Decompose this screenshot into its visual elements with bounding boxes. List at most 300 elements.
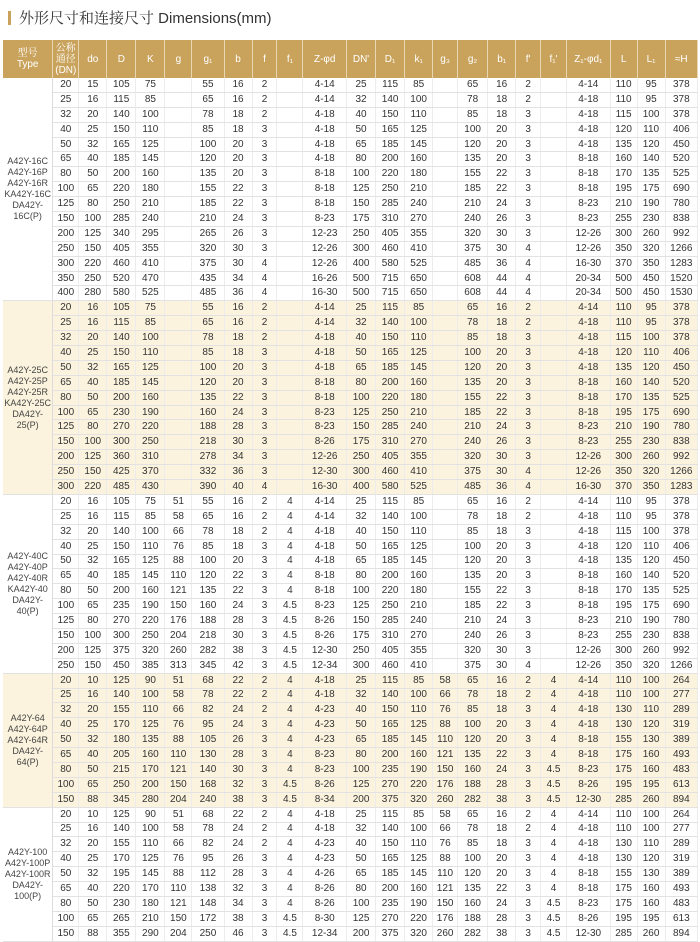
cell-g3 [433,614,458,629]
cell-L1: 135 [637,584,665,599]
cell-g3 [433,212,458,227]
cell-k1: 270 [405,212,433,227]
cell-zd: 8-18 [303,584,347,599]
cell-dn: 125 [53,197,79,212]
cell-g2: 282 [458,792,488,807]
cell-z1: 8-23 [567,896,611,911]
cell-b1: 38 [488,926,516,941]
cell-b: 22 [224,584,252,599]
cell-g2: 155 [458,390,488,405]
cell-b: 22 [224,569,252,584]
cell-g: 204 [165,926,192,941]
cell-f1: 4.5 [277,777,303,792]
cell-g3 [433,316,458,331]
cell-b1: 26 [488,628,516,643]
cell-L: 130 [610,837,637,852]
table-row [3,360,698,375]
cell-b: 16 [224,316,252,331]
cell-f1: 4 [277,748,303,763]
cell-g1: 168 [192,777,224,792]
cell-K: 190 [136,599,165,614]
cell-H: 520 [665,152,697,167]
cell-zd: 12-26 [303,450,347,465]
cell-b: 24 [224,718,252,733]
cell-fp: 4 [516,465,541,480]
cell-do: 16 [79,688,107,703]
cell-D: 270 [107,420,136,435]
cell-g3 [433,167,458,182]
cell-zd: 8-26 [303,777,347,792]
cell-g3 [433,509,458,524]
cell-dn: 150 [53,212,79,227]
cell-K: 125 [136,718,165,733]
cell-fp1 [541,241,567,256]
cell-fp: 2 [516,822,541,837]
cell-H: 520 [665,569,697,584]
cell-g3 [433,554,458,569]
cell-f: 3 [252,241,277,256]
cell-k1: 100 [405,316,433,331]
cell-f1 [277,331,303,346]
cell-f1: 4 [277,688,303,703]
cell-L: 110 [610,92,637,107]
cell-fp: 3 [516,107,541,122]
cell-dn: 20 [53,301,79,316]
cell-fp1 [541,152,567,167]
cell-H: 406 [665,539,697,554]
cell-g1: 78 [192,524,224,539]
cell-dn: 80 [53,390,79,405]
cell-g1: 160 [192,405,224,420]
cell-g [165,301,192,316]
cell-D1: 150 [376,331,405,346]
cell-b: 16 [224,509,252,524]
cell-fp: 3 [516,643,541,658]
table-row [3,435,698,450]
cell-fp1 [541,435,567,450]
cell-g [165,182,192,197]
cell-b1: 22 [488,748,516,763]
type-line: A42Y-40P [7,561,48,572]
cell-D1: 405 [376,643,405,658]
cell-fp: 3 [516,375,541,390]
cell-f1: 4 [277,822,303,837]
cell-dn2: 50 [347,346,376,361]
cell-zd: 4-14 [303,92,347,107]
cell-k1: 180 [405,584,433,599]
cell-D: 220 [107,882,136,897]
cell-g3 [433,375,458,390]
cell-g [165,390,192,405]
cell-f: 2 [252,316,277,331]
cell-K: 110 [136,539,165,554]
cell-D: 485 [107,480,136,495]
cell-zd: 8-26 [303,435,347,450]
cell-fp1 [541,286,567,301]
cell-z1: 12-26 [567,465,611,480]
table-row [3,167,698,182]
cell-H: 406 [665,346,697,361]
cell-dn2: 300 [347,241,376,256]
cell-do: 88 [79,792,107,807]
cell-H: 378 [665,331,697,346]
cell-g: 58 [165,688,192,703]
cell-b: 24 [224,822,252,837]
cell-dn: 50 [53,733,79,748]
cell-D: 345 [107,792,136,807]
cell-L: 170 [610,584,637,599]
cell-g2: 85 [458,331,488,346]
cell-g2: 120 [458,554,488,569]
cell-D1: 285 [376,197,405,212]
cell-g2: 240 [458,628,488,643]
cell-do: 250 [79,271,107,286]
cell-L1: 95 [637,78,665,92]
cell-b1: 20 [488,569,516,584]
cell-b1: 24 [488,420,516,435]
cell-zd: 4-18 [303,122,347,137]
cell-K: 100 [136,331,165,346]
cell-dn2: 80 [347,882,376,897]
cell-K: 320 [136,643,165,658]
cell-f: 4 [252,286,277,301]
cell-b: 24 [224,212,252,227]
cell-fp: 2 [516,509,541,524]
cell-K: 170 [136,882,165,897]
table-row [3,792,698,807]
cell-f1 [277,152,303,167]
cell-b: 24 [224,837,252,852]
cell-H: 838 [665,435,697,450]
cell-D: 230 [107,405,136,420]
cell-g2: 185 [458,405,488,420]
cell-f1 [277,346,303,361]
cell-fp1 [541,301,567,316]
cell-D: 200 [107,167,136,182]
cell-g: 88 [165,867,192,882]
cell-k1: 210 [405,599,433,614]
cell-z1: 16-30 [567,480,611,495]
cell-L: 195 [610,777,637,792]
cell-g1: 188 [192,614,224,629]
cell-b: 36 [224,286,252,301]
cell-zd: 4-18 [303,539,347,554]
cell-k1: 85 [405,673,433,688]
cell-dn2: 50 [347,539,376,554]
cell-H: 450 [665,360,697,375]
cell-fp1: 4 [541,688,567,703]
cell-z1: 12-26 [567,658,611,673]
cell-b: 26 [224,733,252,748]
cell-D1: 115 [376,494,405,509]
cell-K: 145 [136,375,165,390]
cell-L: 160 [610,375,637,390]
cell-g [165,360,192,375]
cell-z1: 4-18 [567,539,611,554]
cell-dn2: 32 [347,316,376,331]
cell-fp: 4 [516,241,541,256]
cell-K: 190 [136,405,165,420]
cell-g: 150 [165,599,192,614]
cell-z1: 4-18 [567,718,611,733]
cell-f1: 4.5 [277,926,303,941]
cell-dn2: 100 [347,584,376,599]
cell-g2: 185 [458,182,488,197]
cell-D: 165 [107,360,136,375]
table-row [3,882,698,897]
cell-L1: 95 [637,494,665,509]
column-header-K: K [136,40,165,78]
column-header-type: 型号 Type [3,40,53,78]
cell-L1: 130 [637,867,665,882]
cell-g3 [433,182,458,197]
cell-g1: 85 [192,346,224,361]
cell-K: 100 [136,524,165,539]
cell-g1: 120 [192,152,224,167]
cell-do: 40 [79,569,107,584]
cell-dn2: 32 [347,92,376,107]
cell-D1: 250 [376,405,405,420]
cell-f: 3 [252,718,277,733]
cell-do: 88 [79,926,107,941]
cell-K: 90 [136,807,165,822]
cell-L1: 110 [637,122,665,137]
cell-D: 250 [107,197,136,212]
cell-L1: 450 [637,271,665,286]
cell-z1: 4-14 [567,673,611,688]
cell-g1: 332 [192,465,224,480]
cell-fp: 3 [516,152,541,167]
cell-zd: 4-18 [303,807,347,822]
cell-b: 34 [224,896,252,911]
cell-D1: 150 [376,837,405,852]
cell-g [165,256,192,271]
cell-z1: 8-18 [567,599,611,614]
cell-g3 [433,271,458,286]
cell-dn: 125 [53,614,79,629]
table-row [3,316,698,331]
cell-D: 355 [107,926,136,941]
cell-L1: 100 [637,107,665,122]
title-accent-bar [8,11,11,25]
cell-g1: 218 [192,435,224,450]
cell-b1: 20 [488,539,516,554]
cell-H: 493 [665,882,697,897]
cell-D: 195 [107,867,136,882]
cell-k1: 355 [405,450,433,465]
cell-k1: 240 [405,197,433,212]
cell-f1: 4.5 [277,599,303,614]
cell-K: 145 [136,152,165,167]
cell-g3 [433,569,458,584]
cell-fp: 3 [516,896,541,911]
cell-k1: 125 [405,718,433,733]
cell-L1: 320 [637,241,665,256]
cell-H: 894 [665,926,697,941]
cell-b: 22 [224,182,252,197]
cell-z1: 8-18 [567,405,611,420]
cell-b: 30 [224,435,252,450]
cell-fp1 [541,167,567,182]
cell-D1: 460 [376,241,405,256]
cell-dn: 65 [53,569,79,584]
cell-z1: 4-14 [567,494,611,509]
table-row [3,331,698,346]
table-row [3,480,698,495]
cell-D: 150 [107,122,136,137]
cell-dn: 32 [53,703,79,718]
cell-fp1 [541,569,567,584]
type-line: A42Y-25P [7,375,48,386]
cell-D: 140 [107,524,136,539]
cell-dn: 65 [53,375,79,390]
cell-b: 16 [224,301,252,316]
cell-g1: 435 [192,271,224,286]
cell-D: 150 [107,539,136,554]
cell-L1: 175 [637,405,665,420]
cell-D1: 150 [376,524,405,539]
cell-b: 30 [224,762,252,777]
cell-f: 3 [252,584,277,599]
header-row [3,40,698,78]
cell-z1: 4-18 [567,852,611,867]
cell-f: 3 [252,390,277,405]
column-header-H: ≈H [665,40,697,78]
cell-D1: 715 [376,271,405,286]
cell-D1: 165 [376,539,405,554]
cell-L: 350 [610,658,637,673]
cell-g1: 140 [192,762,224,777]
cell-b: 22 [224,688,252,703]
cell-b1: 24 [488,896,516,911]
cell-dn2: 40 [347,331,376,346]
cell-L1: 230 [637,435,665,450]
cell-dn2: 65 [347,360,376,375]
cell-fp: 3 [516,331,541,346]
cell-fp: 4 [516,480,541,495]
cell-b: 20 [224,137,252,152]
cell-H: 525 [665,584,697,599]
cell-H: 378 [665,316,697,331]
cell-b: 26 [224,226,252,241]
cell-L: 110 [610,807,637,822]
cell-L: 300 [610,643,637,658]
cell-zd: 4-23 [303,733,347,748]
cell-g2: 85 [458,837,488,852]
cell-g [165,137,192,152]
cell-L: 130 [610,852,637,867]
column-header-D1: D₁ [376,40,405,78]
cell-f: 3 [252,197,277,212]
cell-L1: 190 [637,614,665,629]
column-header-dn: 公称 通径 (DN) [53,40,79,78]
table-row [3,78,698,92]
cell-H: 483 [665,896,697,911]
cell-g2: 282 [458,926,488,941]
cell-D: 125 [107,673,136,688]
cell-g2: 155 [458,167,488,182]
cell-do: 40 [79,748,107,763]
cell-do: 16 [79,494,107,509]
cell-f1: 4.5 [277,792,303,807]
type-line: KA42Y-25C [4,397,52,408]
cell-g1: 55 [192,301,224,316]
cell-zd: 12-34 [303,658,347,673]
cell-k1: 210 [405,182,433,197]
cell-L: 115 [610,107,637,122]
cell-dn: 40 [53,346,79,361]
cell-k1: 145 [405,733,433,748]
cell-f1: 4 [277,896,303,911]
cell-D1: 250 [376,182,405,197]
cell-b1: 36 [488,256,516,271]
cell-do: 50 [79,762,107,777]
cell-z1: 12-26 [567,226,611,241]
cell-fp: 3 [516,360,541,375]
cell-b1: 30 [488,450,516,465]
cell-g2: 240 [458,212,488,227]
cell-do: 32 [79,733,107,748]
cell-z1: 8-23 [567,212,611,227]
cell-f1 [277,271,303,286]
cell-K: 125 [136,852,165,867]
cell-D1: 460 [376,658,405,673]
cell-D1: 375 [376,792,405,807]
cell-L: 500 [610,271,637,286]
cell-k1: 145 [405,867,433,882]
cell-g2: 210 [458,614,488,629]
table-row [3,346,698,361]
cell-dn2: 32 [347,509,376,524]
cell-L1: 140 [637,375,665,390]
cell-g3 [433,628,458,643]
cell-f: 3 [252,882,277,897]
cell-g3: 150 [433,762,458,777]
cell-H: 378 [665,494,697,509]
cell-f1 [277,182,303,197]
cell-zd: 4-23 [303,718,347,733]
cell-b1: 18 [488,316,516,331]
cell-b1: 28 [488,911,516,926]
cell-fp: 4 [516,256,541,271]
cell-do: 65 [79,599,107,614]
cell-zd: 12-26 [303,256,347,271]
cell-f1: 4 [277,494,303,509]
cell-dn2: 40 [347,837,376,852]
cell-D1: 165 [376,346,405,361]
cell-fp: 3 [516,926,541,941]
cell-dn2: 50 [347,718,376,733]
cell-g1: 65 [192,509,224,524]
cell-g [165,107,192,122]
cell-g1: 68 [192,807,224,822]
cell-f: 3 [252,614,277,629]
cell-dn: 200 [53,450,79,465]
cell-fp1 [541,405,567,420]
cell-g: 66 [165,524,192,539]
cell-dn2: 400 [347,256,376,271]
cell-b1: 18 [488,107,516,122]
table-row [3,807,698,822]
cell-f1 [277,465,303,480]
cell-K: 160 [136,167,165,182]
cell-b1: 26 [488,212,516,227]
cell-z1: 4-18 [567,688,611,703]
cell-zd: 4-18 [303,688,347,703]
cell-f1 [277,256,303,271]
cell-fp: 3 [516,569,541,584]
cell-do: 16 [79,301,107,316]
